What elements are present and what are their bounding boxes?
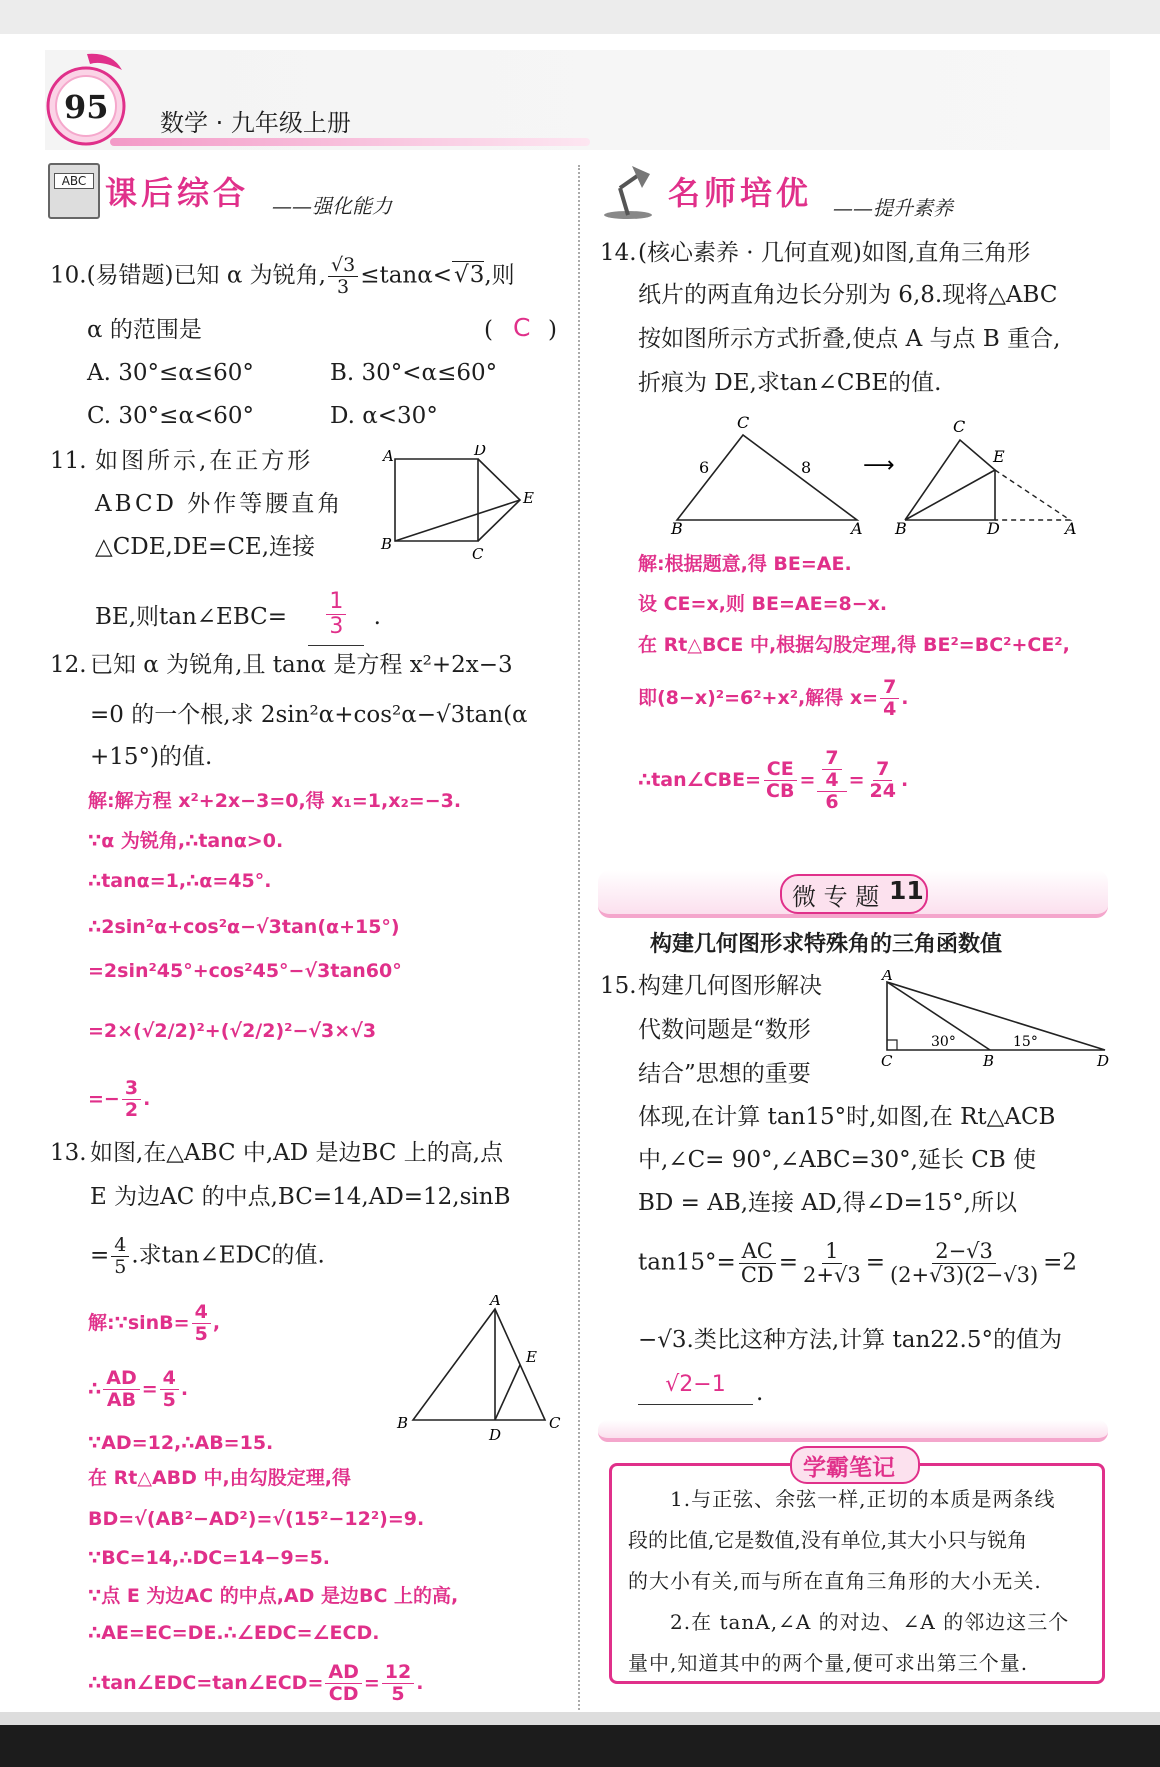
q15-answer-line (638, 1372, 753, 1405)
section-subtitle-left: ——强化能力 (272, 194, 392, 218)
q14-sol-5-nd: 4 (825, 768, 839, 791)
q15-frac2-d: 2+√3 (803, 1263, 861, 1288)
q15-label-b: B (983, 1052, 995, 1068)
q12-sol-1: 解:解方程 x²+2x−3=0,得 x₁=1,x₂=−3. (88, 790, 462, 812)
q10-line2: α 的范围是 (87, 317, 202, 343)
q11-line-be (395, 500, 520, 541)
q14-sol-5-frac1 (763, 759, 797, 802)
q10-frac-n: √3 (328, 255, 358, 277)
q15-frac3 (887, 1240, 1041, 1287)
q13-sol-2: 在 Rt△ABD 中,由勾股定理,得 (88, 1467, 351, 1489)
q12-sol-5: =2sin²45°+cos²45°−√3tan60° (88, 960, 402, 982)
q13-line3 (90, 1235, 325, 1278)
q14-sol-1: 解:根据题意,得 BE=AE. (638, 553, 852, 575)
topic-label: 微 专 题 (792, 883, 880, 911)
lamp-icon (598, 160, 658, 220)
q15-line6: BD = AB,连接 AD,得∠D=15°,所以 (638, 1190, 1017, 1216)
q13-label-e: E (526, 1348, 537, 1366)
q14-label-b2: B (895, 519, 907, 535)
q13-figure (395, 1295, 565, 1445)
q13-sol-a (88, 1302, 220, 1345)
q13-sol-a-n: 4 (192, 1302, 211, 1324)
q13-sol-b-d: AB (106, 1388, 137, 1411)
q14-sol-5-d2: 6 (825, 790, 839, 813)
q15-line4: 体现,在计算 tan15°时,如图,在 Rt△ACB (638, 1104, 1056, 1130)
q13-line3-frac (111, 1235, 129, 1278)
q13-sol-7-frac2 (382, 1662, 414, 1705)
q10-stem-b: ≤tanα< (360, 262, 453, 289)
q14-line4: 折痕为 DE,求tan∠CBE的值. (638, 370, 942, 396)
q13-sol-b-frac1 (103, 1368, 139, 1411)
q14-line3: 按如图所示方式折叠,使点 A 与点 B 重合, (638, 326, 1061, 352)
q14-sol-4-n: 7 (880, 677, 899, 699)
q13-line3-n: 4 (111, 1235, 129, 1257)
q14-label-c1: C (737, 413, 750, 432)
q15-num: 15. (600, 973, 637, 999)
q15-frac1-n: AC (739, 1240, 776, 1264)
book-title: 数学 · 九年级上册 (160, 109, 351, 137)
q11-line4 (95, 590, 381, 646)
q13-line2: E 为边AC 的中点,BC=14,AD=12,sinB (90, 1184, 511, 1210)
header-underline (110, 138, 590, 146)
q10-answer: C (513, 313, 531, 342)
q14-sol-5-inner (822, 748, 841, 791)
q13-sol-7-frac1 (325, 1662, 361, 1705)
q14-sol-5-frac2 (817, 748, 846, 813)
q15-frac3-d: (2+√3)(2−√3) (889, 1263, 1039, 1288)
q10-sqrt3: √ 3 (452, 261, 484, 288)
q13-line3-d: 5 (114, 1255, 127, 1278)
q13-sol-1: ∵AD=12,∴AB=15. (88, 1432, 274, 1454)
q13-label-a: A (490, 1295, 501, 1309)
q15-angle-15: 15° (1013, 1034, 1038, 1050)
q12-sol-2: ∵α 为锐角,∴tanα>0. (88, 830, 284, 852)
q11-label-a: A (383, 447, 394, 465)
q15-formula-end: =2 (1043, 1249, 1078, 1276)
q10-line1 (50, 255, 515, 298)
q10-option-b: B. 30°<α≤60° (330, 360, 498, 386)
book-icon (48, 163, 100, 219)
bottom-strip (0, 1712, 1160, 1725)
q11-last: BE,则tan∠EBC= (95, 604, 288, 631)
q13-sol-7-eq: = (363, 1671, 380, 1694)
q12-sol-7-a: =− (88, 1087, 120, 1110)
q13-line3-b: .求tan∠EDC的值. (131, 1242, 325, 1269)
q12-line3: +15°)的值. (90, 744, 213, 770)
q11-figure (380, 445, 540, 565)
q13-sol-7-t: . (416, 1671, 424, 1694)
q13-sol-b-frac2 (160, 1368, 179, 1411)
q10-frac-d: 3 (337, 275, 350, 298)
q15-frac2 (800, 1240, 864, 1287)
q14-sol-4-text: 即(8−x)²=6²+x²,解得 x= (638, 686, 879, 709)
q15-line2: 代数问题是“数形 (638, 1017, 811, 1043)
q15-eq1: = (778, 1249, 798, 1276)
q14-line2: 纸片的两直角边长分别为 6,8.现将△ABC (638, 282, 1058, 308)
book-icon-badge: ABC (54, 173, 94, 189)
q14-label-c2: C (953, 417, 966, 436)
q12-sol-7-n: 3 (122, 1078, 141, 1100)
q14-label-6: 6 (699, 458, 710, 477)
q13-median (495, 1365, 520, 1420)
q15-line3: 结合”思想的重要 (638, 1061, 811, 1087)
q13-sol-7 (88, 1662, 423, 1705)
q15-eq2: = (865, 1249, 885, 1276)
q10-frac (328, 255, 358, 298)
q11-triangle (478, 459, 520, 541)
q10-option-c: C. 30°≤α<60° (87, 403, 255, 429)
q12-sol-3: ∴tanα=1,∴α=45°. (88, 870, 272, 892)
q14-sol-5-d: CB (766, 779, 795, 802)
q13-sol-b-n2: 4 (160, 1368, 179, 1390)
column-divider (578, 165, 580, 1710)
notes-title: 学霸笔记 (803, 1455, 895, 1481)
q11-line3: △CDE,DE=CE,连接 (95, 534, 316, 560)
q11-square (395, 459, 478, 541)
q12-line2: =0 的一个根,求 2sin²α+cos²α−√3tan(α (90, 702, 528, 728)
q15-answer: √2−1 (665, 1372, 726, 1397)
q14-sol-5-frac3 (867, 759, 899, 802)
q13-label-d: D (489, 1426, 502, 1444)
q11-answer-n: 1 (326, 590, 346, 615)
q11-line2: ABCD 外作等腰直角 (95, 491, 344, 517)
q11-line1: 如图所示,在正方形 (95, 448, 314, 474)
q15-tail: . (756, 1380, 764, 1406)
bottom-bar (0, 1725, 1160, 1767)
q12-sol-7-frac (122, 1078, 141, 1121)
q13-sol-a-d: 5 (194, 1322, 208, 1345)
q14-label-a2: A (1065, 519, 1077, 535)
q13-sol-5: ∵点 E 为边AC 的中点,AD 是边BC 上的高, (88, 1585, 459, 1607)
q14-label-8: 8 (801, 458, 812, 477)
q13-line3-a: = (90, 1242, 110, 1269)
notes-line3: 的大小有关,而与所在直角三角形的大小无关. (628, 1569, 1042, 1593)
q13-sol-6: ∴AE=EC=DE.∴∠EDC=∠ECD. (88, 1622, 380, 1644)
q12-sol-7: =− $\frac{3}{2}$ . (88, 1077, 151, 1121)
section-title-right: 名师培优 (668, 174, 813, 212)
q15-label-a: A (882, 970, 893, 984)
q13-label-c: C (549, 1414, 561, 1432)
top-bar (0, 0, 1160, 34)
q14-sol-4-d: 4 (883, 697, 897, 720)
topic-title: 构建几何图形求特殊角的三角函数值 (650, 932, 1003, 957)
q15-angle-30: 30° (931, 1034, 956, 1050)
q14-sol-5-nested (817, 748, 846, 792)
section-title-left: 课后综合 (105, 174, 250, 212)
q13-sol-7-d: CD (328, 1682, 359, 1705)
q14-num: 14. (600, 240, 637, 266)
q15-line1: 构建几何图形解决 (638, 973, 822, 999)
q14-sol-5 (638, 748, 908, 813)
q13-sol-b (88, 1368, 188, 1411)
q14-sol-4-frac (880, 677, 899, 720)
q15-frac1-d: CD (740, 1263, 774, 1288)
page-number: 95 (64, 88, 109, 126)
q15-label-c: C (881, 1052, 893, 1068)
q15-line5: 中,∠C= 90°,∠ABC=30°,延长 CB 使 (638, 1147, 1037, 1173)
q13-line1: 如图,在△ABC 中,AD 是边BC 上的高,点 (90, 1140, 504, 1166)
q14-sol-5-text: ∴tan∠CBE= (638, 768, 762, 791)
q12-num: 12. (50, 652, 87, 678)
q11-num: 11. (50, 448, 87, 474)
notes-band (598, 1420, 1108, 1442)
q15-frac1 (738, 1240, 777, 1287)
q15-figure (875, 970, 1115, 1068)
q15-line8: −√3.类比这种方法,计算 tan22.5°的值为 (638, 1327, 1062, 1353)
q14-sol-4 (638, 677, 909, 720)
topic-num: 11 (889, 876, 924, 905)
q13-sol-b-eq: = (141, 1377, 158, 1400)
q14-line1: (核心素养 · 几何直观)如图,直角三角形 (638, 240, 1031, 266)
notes-line2: 段的比值,它是数值,没有单位,其大小只与锐角 (628, 1528, 1028, 1552)
q13-sol-7-text: ∴tan∠EDC=tan∠ECD= (88, 1671, 324, 1694)
q14-sol-2: 设 CE=x,则 BE=AE=8−x. (638, 593, 888, 615)
q11-answer-d: 3 (329, 614, 344, 640)
q15-frac2-n: 1 (822, 1240, 841, 1264)
q14-sol-5-eq: = (799, 768, 816, 791)
q15-label-d: D (1097, 1052, 1110, 1068)
q14-dashed (995, 470, 1070, 520)
q14-sol-5-eq2: = (848, 768, 865, 791)
q14-sol-5-t: . (900, 768, 909, 791)
q15-triangle (887, 982, 1105, 1050)
q11-tail: . (373, 604, 381, 631)
q11-label-c: C (472, 545, 484, 563)
q15-formula (638, 1240, 1077, 1287)
q10-paren-l: ( (484, 317, 493, 343)
q11-label-b: B (381, 535, 393, 553)
q13-sol-7-n2: 12 (382, 1662, 414, 1684)
q14-sol-4-t: . (901, 686, 909, 709)
q10-num: 10. (50, 262, 87, 289)
q13-sol-b-t: . (180, 1377, 189, 1400)
q13-sol-7-n: AD (325, 1662, 361, 1684)
q10-tag: (易错题) (86, 262, 174, 289)
q10-stem-c: ,则 (484, 262, 515, 289)
q11-label-d: D (474, 445, 487, 459)
notes-line1: 1.与正弦、余弦一样,正切的本质是两条线 (670, 1487, 1056, 1511)
q11-label-e: E (523, 489, 534, 507)
section-subtitle-right: ——提升素养 (833, 196, 953, 220)
q13-sol-3: BD=√(AB²−AD²)=√(15²−12²)=9. (88, 1508, 425, 1530)
q14-label-b1: B (671, 519, 683, 535)
q14-triangle-original (677, 435, 857, 520)
q13-sol-a-t: , (212, 1311, 221, 1334)
q14-sol-5-n: CE (764, 759, 797, 781)
q15-frac3-n: 2−√3 (932, 1240, 996, 1264)
notes-line5: 量中,知道其中的两个量,便可求出第三个量. (628, 1651, 1029, 1675)
q13-label-b: B (397, 1414, 409, 1432)
q13-sol-7-d2: 5 (391, 1682, 405, 1705)
q14-sol-5-n3: 7 (873, 759, 892, 781)
q13-sol-b-d2: 5 (162, 1388, 176, 1411)
q10-option-a: A. 30°≤α≤60° (87, 360, 254, 386)
q14-label-d: D (987, 519, 1000, 535)
q10-option-d: D. α<30° (330, 403, 438, 429)
q10-paren-r: ) (548, 317, 557, 343)
q14-label-e: E (993, 447, 1005, 466)
q12-sol-6: =2×(√2/2)²+(√2/2)²−√3×√3 (88, 1020, 377, 1042)
q13-sol-a-frac (192, 1302, 211, 1345)
q14-sol-3: 在 Rt△BCE 中,根据勾股定理,得 BE²=BC²+CE², (638, 634, 1070, 656)
q15-right-angle (887, 1040, 897, 1050)
q10-stem-a: 已知 α 为锐角, (173, 262, 326, 289)
q14-figure (665, 410, 1080, 535)
q15-formula-a: tan15°= (638, 1249, 736, 1276)
q13-num: 13. (50, 1140, 87, 1166)
q13-sol-a-text: 解:∵sinB= (88, 1311, 190, 1334)
q11-answer (308, 590, 364, 646)
q14-be (905, 470, 995, 520)
q13-sol-b-text: ∴ (88, 1377, 102, 1400)
q13-sol-4: ∵BC=14,∴DC=14−9=5. (88, 1547, 331, 1569)
q14-sol-5-d3: 24 (869, 779, 896, 802)
q14-arrow: ⟶ (863, 453, 895, 478)
q12-line1: 已知 α 为锐角,且 tanα 是方程 x²+2x−3 (90, 652, 513, 678)
q14-sol-5-nn: 7 (822, 748, 841, 770)
q14-label-a1: A (851, 519, 863, 535)
q13-sol-b-n: AD (103, 1368, 139, 1390)
q12-sol-4: ∴2sin²α+cos²α−√3tan(α+15°) (88, 916, 400, 938)
q14-folded (905, 440, 995, 520)
notes-line4: 2.在 tanA,∠A 的对边、∠A 的邻边这三个 (670, 1610, 1070, 1634)
q12-sol-7-d: 2 (124, 1098, 139, 1121)
